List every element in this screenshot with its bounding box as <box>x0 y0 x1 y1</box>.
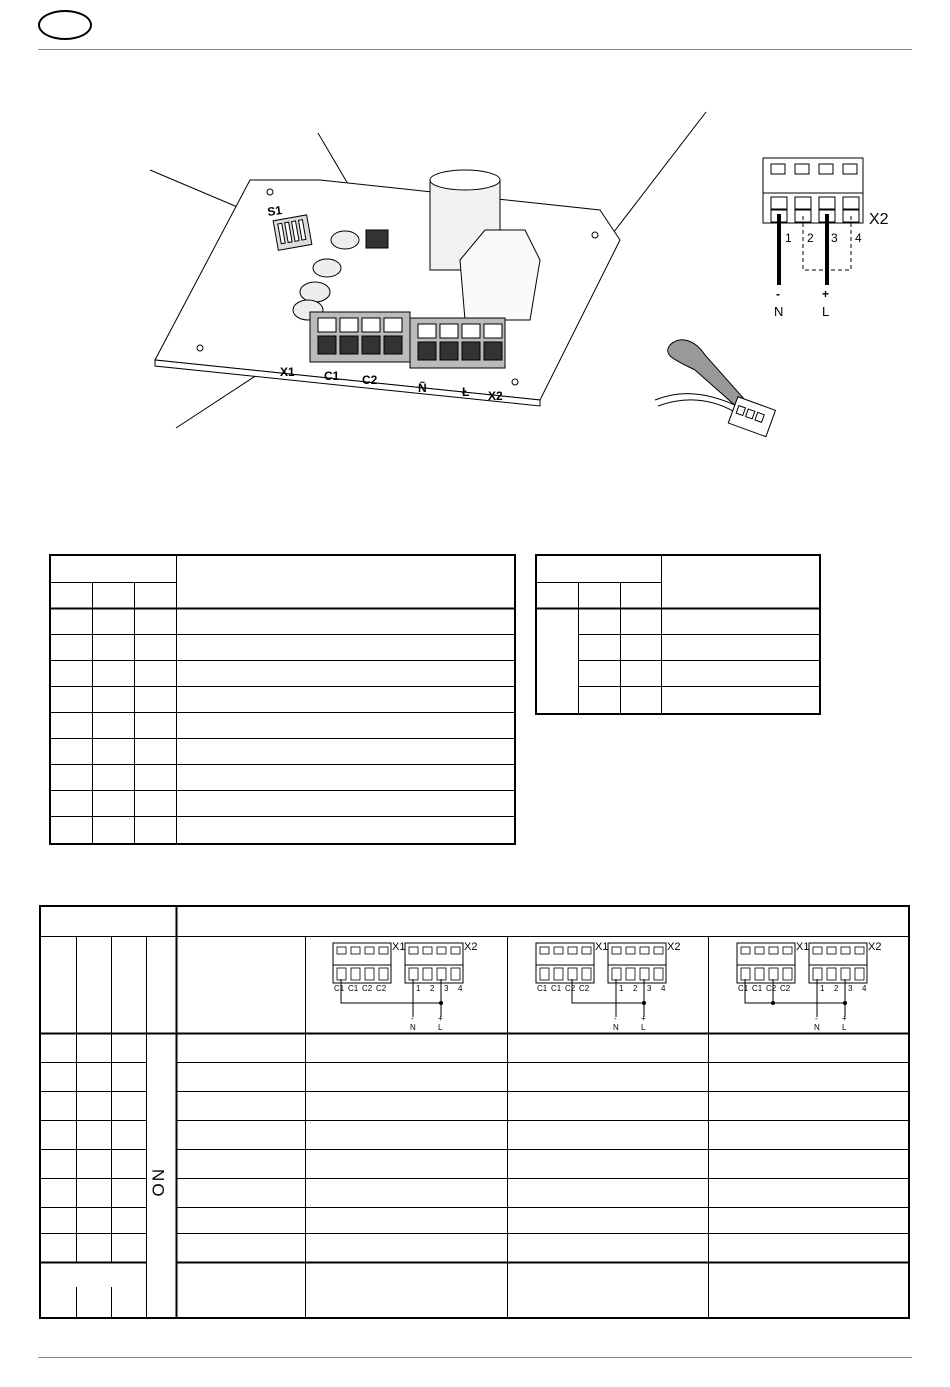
language-badge <box>38 10 92 40</box>
terminal-label-c1: C1 <box>324 369 340 383</box>
d3-x1: X1 <box>796 941 810 953</box>
d1-x1-pin-2: C1 <box>348 984 359 993</box>
switch-label: S1 <box>266 203 283 219</box>
d3-pol-minus: - <box>815 1014 818 1023</box>
d1-line-n: N <box>410 1023 416 1031</box>
x2-line-n: N <box>774 304 784 319</box>
d3-x2-pin-1: 1 <box>820 984 825 993</box>
d2-x1-pin-3: C2 <box>565 984 576 993</box>
d1-x2-pin-2: 2 <box>430 984 435 993</box>
d2-x1: X1 <box>595 941 609 953</box>
d1-x1-pin-3: C2 <box>362 984 373 993</box>
d3-x2-pin-4: 4 <box>862 984 867 993</box>
wiring-diagram-1 <box>331 939 501 1031</box>
d1-pol-minus: - <box>411 1014 414 1023</box>
d2-x2: X2 <box>667 941 681 953</box>
d2-pol-minus: - <box>614 1014 617 1023</box>
d3-x2-pin-3: 3 <box>848 984 853 993</box>
d2-x2-pin-2: 2 <box>633 984 638 993</box>
x2-pin-1: 1 <box>785 231 792 245</box>
d2-x2-pin-4: 4 <box>661 984 666 993</box>
d1-x1: X1 <box>392 941 406 953</box>
d3-x1-pin-1: C1 <box>738 984 749 993</box>
circuit-board-illustration <box>140 100 720 440</box>
footer-rule <box>38 1357 912 1358</box>
mode-settings-grid <box>537 556 819 713</box>
wiring-diagram-2 <box>534 939 704 1031</box>
screwdriver-connector-illustration <box>650 330 790 450</box>
d1-x1-pin-4: C2 <box>376 984 387 993</box>
wiring-diagram-3 <box>735 939 905 1031</box>
terminal-label-l: Ł <box>462 385 470 399</box>
terminal-label-x2: X2 <box>488 389 503 403</box>
d2-x2-pin-3: 3 <box>647 984 652 993</box>
x2-connector-label: X2 <box>869 211 889 228</box>
switch-settings-table <box>49 554 516 845</box>
d2-x2-pin-1: 1 <box>619 984 624 993</box>
wiring-configuration-table <box>39 905 910 1319</box>
d3-x1-pin-4: C2 <box>780 984 791 993</box>
header-rule <box>38 49 912 50</box>
d3-x2: X2 <box>868 941 882 953</box>
d1-pol-plus: + <box>438 1014 443 1023</box>
d2-pol-plus: + <box>641 1014 646 1023</box>
d2-line-n: N <box>613 1023 619 1031</box>
x2-line-l: L <box>822 304 830 319</box>
switch-settings-grid <box>51 556 514 843</box>
x2-polarity-plus: + <box>822 287 830 301</box>
x2-pin-3: 3 <box>831 231 838 245</box>
on-label: ON <box>149 1167 168 1197</box>
d2-x1-pin-1: C1 <box>537 984 548 993</box>
d1-x2-pin-3: 3 <box>444 984 449 993</box>
d2-line-l: L <box>641 1023 646 1031</box>
x2-connector-diagram <box>755 150 900 320</box>
terminal-label-n: Ñ <box>418 381 427 395</box>
d2-x1-pin-4: C2 <box>579 984 590 993</box>
mode-settings-table <box>535 554 821 715</box>
d1-x2-pin-4: 4 <box>458 984 463 993</box>
x2-polarity-minus: - <box>776 287 780 301</box>
terminal-label-c2: C2 <box>362 373 378 387</box>
d3-x1-pin-3: C2 <box>766 984 777 993</box>
d3-x1-pin-2: C1 <box>752 984 763 993</box>
d3-line-l: L <box>842 1023 847 1031</box>
d1-x2: X2 <box>464 941 478 953</box>
d3-x2-pin-2: 2 <box>834 984 839 993</box>
x2-pin-2: 2 <box>807 231 814 245</box>
d1-line-l: L <box>438 1023 443 1031</box>
x2-pin-4: 4 <box>855 231 862 245</box>
d3-pol-plus: + <box>842 1014 847 1023</box>
d1-x2-pin-1: 1 <box>416 984 421 993</box>
d2-x1-pin-2: C1 <box>551 984 562 993</box>
d3-line-n: N <box>814 1023 820 1031</box>
d1-x1-pin-1: C1 <box>334 984 345 993</box>
terminal-label-x1: X1 <box>280 365 295 379</box>
